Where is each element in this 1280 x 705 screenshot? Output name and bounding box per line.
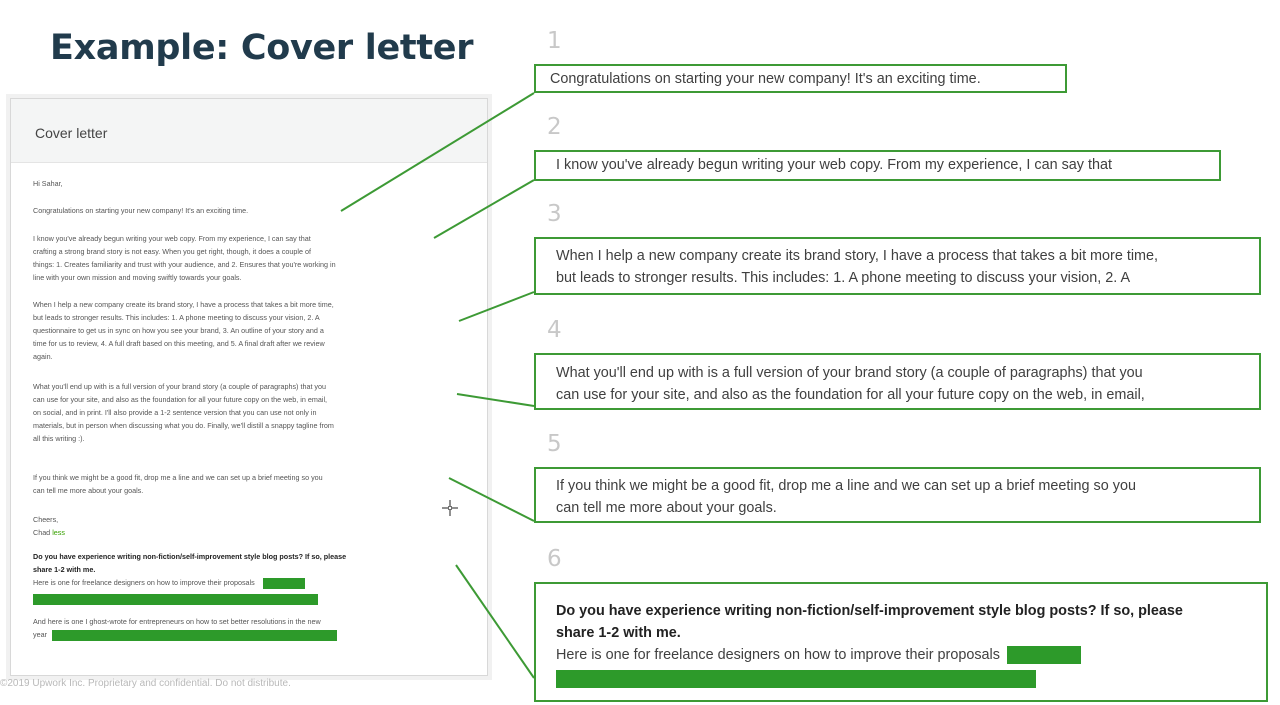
letter-line: I know you've already begun writing your web copy. From my experience, I can say that xyxy=(33,234,311,243)
item-number: 1 xyxy=(547,28,562,54)
item-number: 2 xyxy=(547,114,562,140)
highlight-text: Here is one for freelance designers on how to improve their proposals xyxy=(556,647,1000,663)
footer-disclaimer: ©2019 Upwork Inc. Proprietary and confidential. Do not distribute. xyxy=(0,678,291,689)
letter-line: If you think we might be a good fit, drop me a line and we can set up a brief meeting so you xyxy=(33,473,323,482)
letter-line: line with your own mission and moving swiftly towards your goals. xyxy=(33,273,242,282)
letter-line: again. xyxy=(33,352,53,361)
letter-line: can use for your site, and also as the foundation for all your future copy on the web, in email, xyxy=(33,395,328,404)
item-number: 5 xyxy=(547,431,562,457)
connector-line-4 xyxy=(457,394,534,406)
letter-line: questionnaire to get us in sync on how you see your brand, 3. An outline of your story and a xyxy=(33,326,324,335)
item-number: 4 xyxy=(547,317,562,343)
highlight-line: Congratulations on starting your new company! It's an exciting time. xyxy=(550,71,981,87)
highlight-line: Do you have experience writing non-fiction/self-improvement style blog posts? If so, please xyxy=(556,603,1183,619)
signoff-text: Cheers, xyxy=(33,515,59,524)
connector-line-5 xyxy=(449,478,534,521)
item-number: 6 xyxy=(547,546,562,572)
highlight-line: can use for your site, and also as the foundation for all your future copy on the web, in email, xyxy=(556,387,1145,403)
letter-paragraph-1: Congratulations on starting your new company! It's an exciting time. xyxy=(33,206,249,215)
letter-line: crafting a strong brand story is not easy. When you get right, though, it does a couple of xyxy=(33,247,311,256)
connector-line-2 xyxy=(434,180,534,238)
highlight-line: but leads to stronger results. This includes: 1. A phone meeting to discuss your vision, 2. A xyxy=(556,270,1131,286)
highlight-line: can tell me more about your goals. xyxy=(556,500,777,516)
letter-line: all this writing :). xyxy=(33,434,85,443)
letter-line: When I help a new company create its brand story, I have a process that takes a bit more time, xyxy=(33,300,334,309)
question-line: share 1-2 with me. xyxy=(33,565,96,574)
highlight-line: If you think we might be a good fit, drop me a line and we can set up a brief meeting so you xyxy=(556,478,1136,494)
connector-line-1 xyxy=(341,93,534,211)
item-number: 3 xyxy=(547,201,562,227)
slide-title: Example: Cover letter xyxy=(50,28,474,68)
signature-name: Chad xyxy=(33,528,51,537)
connector-line-6 xyxy=(456,565,534,678)
question-line: Do you have experience writing non-fiction/self-improvement style blog posts? If so, please xyxy=(33,552,347,561)
letter-line: What you'll end up with is a full version of your brand story (a couple of paragraphs) that you xyxy=(33,382,327,391)
letter-line: materials, but in person when discussing what you do. Finally, we'll distill a snappy tagline from xyxy=(33,421,334,430)
signature-link[interactable]: less xyxy=(52,528,65,537)
letter-line: time for us to review, 4. A full draft based on this meeting, and 5. A final draft after we review xyxy=(33,339,325,348)
highlight-line: share 1-2 with me. xyxy=(556,625,681,641)
letter-greeting: Hi Sahar, xyxy=(33,179,63,188)
letter-line: on social, and in print. I'll also provide a 1-2 sentence version that you can use not only in xyxy=(33,408,317,417)
answer-line: And here is one I ghost-wrote for entrepreneurs on how to set better resolutions in the new xyxy=(33,617,321,626)
card-header: Cover letter xyxy=(11,99,487,163)
letter-line: but leads to stronger results. This includes: 1. A phone meeting to discuss your vision, 2. A xyxy=(33,313,320,322)
answer-text: year xyxy=(33,630,47,639)
connector-line-3 xyxy=(459,292,534,321)
highlight-line: I know you've already begun writing your web copy. From my experience, I can say that xyxy=(556,157,1112,173)
highlight-line: What you'll end up with is a full version of your brand story (a couple of paragraphs) that you xyxy=(556,365,1143,381)
answer-text: Here is one for freelance designers on how to improve their proposals xyxy=(33,578,255,587)
highlight-line: When I help a new company create its brand story, I have a process that takes a bit more time, xyxy=(556,248,1159,264)
move-cursor-icon xyxy=(441,499,459,517)
letter-line: can tell me more about your goals. xyxy=(33,486,144,495)
letter-line: things: 1. Creates familiarity and trust with your audience, and 2. Ensures that you're working in xyxy=(33,260,336,269)
